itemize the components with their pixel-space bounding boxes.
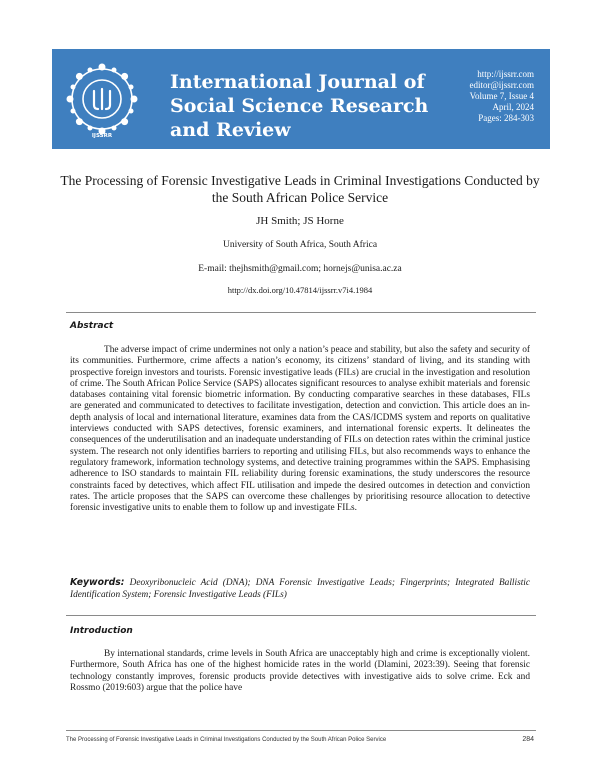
journal-url[interactable]: http://ijssrr.com (477, 69, 534, 79)
footer-running-title: The Processing of Forensic Investigative Leads in Criminal Investigations Conducted by the South African Police Service (66, 737, 387, 743)
paper-affiliation: University of South Africa, South Africa (222, 240, 378, 250)
footer-divider (66, 730, 536, 731)
journal-header-banner (52, 49, 550, 149)
logo-text: IJSSRR (91, 133, 113, 139)
abstract-text: The adverse impact of crime undermines not only a nation’s peace and stability, but also the safety and security of its communities. Furthermore, crime affects a nation’s economy, its citizens’ standard of living, and its standing with prospective foreign investors and tourists. Forensic investigative leads (FILs) are crucial in the investigation and resolution of crime. The South African Police Service (SAPS) allocates significant resources to analyse exhibit materials and forensic databases containing vital forensic biometric information. By conducting comparative searches in these databases, FILs are generated and communicated to detectives to facilitate investigation, detection and conviction. This article does an in-depth analysis of local and international literature, examines data from the CAS/ICDMS system and reports on qualitative interviews conducted with SAPS detectives, forensic examiners, and international forensic experts. It delineates the consequences of the underutilisation and an inadequate understanding of FILs on detection rates within the criminal justice system. The research not only identifies barriers to reporting and utilising FILs, but also recommends ways to enhance the regulatory framework, information technology systems, and detective training programmes within the SAPS. Emphasising adherence to ISO standards to maintain FIL reliability during forensic examinations, the study underscores the resource constraints faced by detectives, which affect FIL utilisation and impede the desired outcomes in detection and conviction rates. The article proposes that the SAPS can overcome these challenges by prioritising resource allocation to detective forensic investigative units to enable them to follow up and investigate FILs. (70, 345, 530, 514)
journal-date: April, 2024 (492, 102, 534, 112)
introduction-heading: Introduction (70, 626, 133, 636)
paper-authors: JH Smith; JS Horne (256, 215, 344, 227)
paper-title: The Processing of Forensic Investigative Leads in Criminal Investigations Conducted by the South African Police Service (60, 173, 540, 205)
paper-doi-link[interactable]: http://dx.doi.org/10.47814/ijssrr.v7i4.1984 (227, 285, 373, 295)
journal-meta (469, 69, 534, 124)
keywords-text: Deoxyribonucleic Acid (DNA); DNA Forensic Investigative Leads; Fingerprints; Integrated Ballistic Identification System; Forensic Investigative Leads (FILs) (70, 578, 530, 600)
introduction-text: By international standards, crime levels in South Africa are unacceptably high and crime is exceptionally violent. Furthermore, South Africa has one of the highest homicide rates in the world (Dlamini, 2023:39). Seeing that forensic technology constantly improves, forensic products provide detectives with investigative aids to solve crime. Eck and Rossmo (2019:603) argue that the police have (70, 649, 530, 693)
journal-title: International Journal of Social Science Research and Review (170, 71, 429, 141)
keywords-label: Keywords: (70, 577, 125, 588)
divider (66, 312, 536, 313)
keywords (70, 577, 530, 601)
paper-email: E-mail: thejhsmith@gmail.com; hornejs@unisa.ac.za (198, 264, 402, 274)
journal-email[interactable]: editor@ijssrr.com (469, 80, 534, 90)
abstract-heading: Abstract (70, 321, 114, 331)
page-number: 284 (522, 736, 534, 743)
journal-pages: Pages: 284-303 (478, 113, 534, 123)
journal-logo-icon (62, 59, 142, 139)
journal-volume: Volume 7, Issue 4 (469, 91, 534, 101)
divider (66, 615, 536, 616)
